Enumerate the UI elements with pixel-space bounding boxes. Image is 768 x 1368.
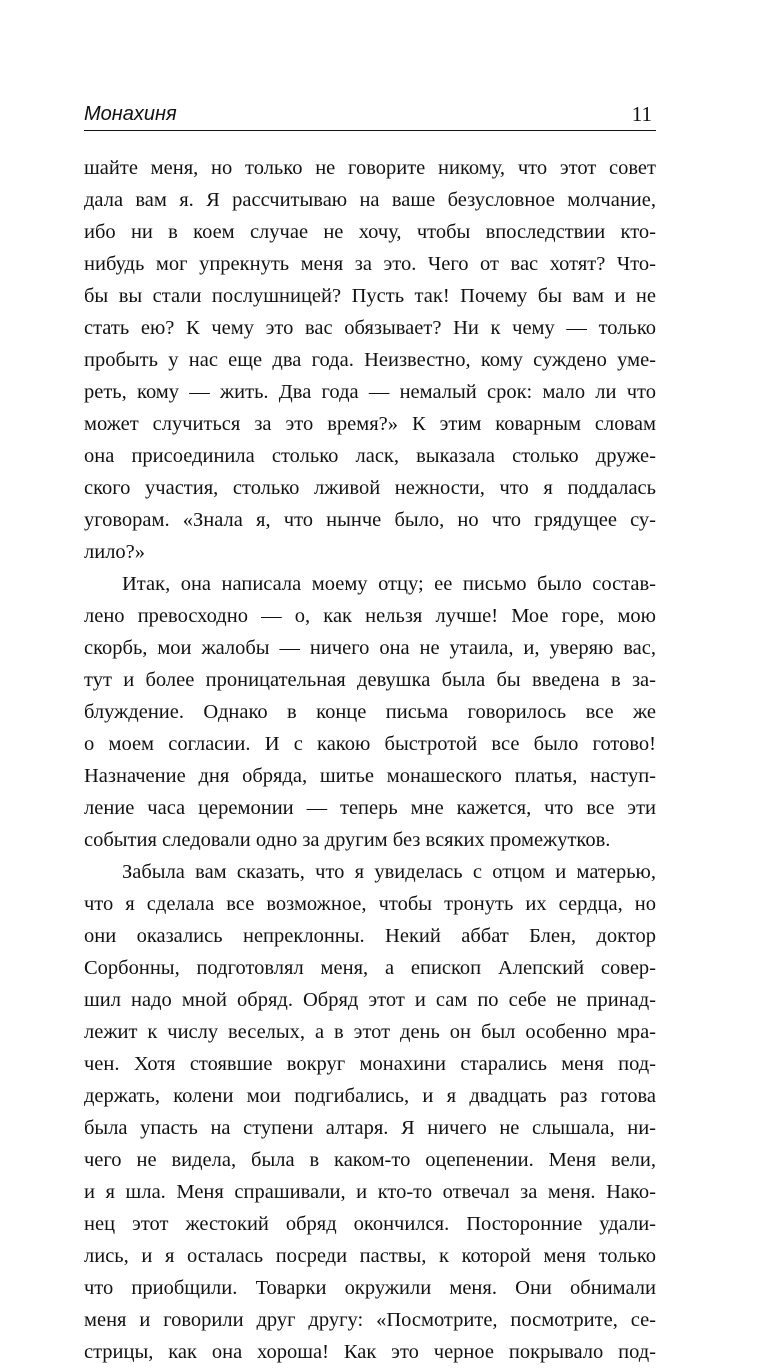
text-line: она присоединила столько ласк, выказала столько друже- — [84, 445, 656, 467]
paragraph — [84, 568, 656, 856]
text-line: стрицы, как она хороша! Как это черное покрывало под- — [84, 1341, 656, 1363]
text-line: ибо ни в коем случае не хочу, чтобы впоследствии кто- — [84, 221, 656, 243]
page-number: 11 — [631, 102, 652, 126]
text-line: может случиться за это время?» К этим коварным словам — [84, 413, 656, 435]
text-line: меня и говорили друг другу: «Посмотрите, посмотрите, се- — [84, 1309, 656, 1331]
text-line: тут и более проницательная девушка была бы введена в за- — [84, 669, 656, 691]
text-line: была упасть на ступени алтаря. Я ничего не слышала, ни- — [84, 1117, 656, 1139]
text-line: шил надо мной обряд. Обряд этот и сам по себе не принад- — [84, 989, 656, 1011]
text-line: Сорбонны, подготовлял меня, а епископ Алепский совер- — [84, 957, 656, 979]
text-line: ского участия, столько лживой нежности, что я поддалась — [84, 477, 656, 499]
text-line: ление часа церемонии — теперь мне кажется, что все эти — [84, 797, 656, 819]
text-line: что приобщили. Товарки окружили меня. Они обнимали — [84, 1277, 656, 1299]
text-line: о моем согласии. И с какою быстротой все было готово! — [84, 733, 656, 755]
body-text — [84, 152, 656, 1368]
running-header — [84, 100, 656, 131]
text-line: чен. Хотя стоявшие вокруг монахини старались меня под- — [84, 1053, 656, 1075]
text-line: Назначение дня обряда, шитье монашеского платья, наступ- — [84, 765, 656, 787]
text-line: держать, колени мои подгибались, и я двадцать раз готова — [84, 1085, 656, 1107]
paragraph — [84, 152, 656, 568]
text-line: Итак, она написала моему отцу; ее письмо было состав- — [122, 573, 656, 595]
text-line: они оказались непреклонны. Некий аббат Блен, доктор — [84, 925, 656, 947]
text-line: пробыть у нас еще два года. Неизвестно, кому суждено уме- — [84, 349, 656, 371]
text-line: бы вы стали послушницей? Пусть так! Почему бы вам и не — [84, 285, 656, 307]
text-line: шайте меня, но только не говорите никому, что этот совет — [84, 157, 656, 179]
book-title: Монахиня — [84, 103, 177, 125]
paragraph — [84, 856, 656, 1368]
text-line: дала вам я. Я рассчитываю на ваше безусловное молчание, — [84, 189, 656, 211]
text-line: стать ею? К чему это вас обязывает? Ни к чему — только — [84, 317, 656, 339]
text-line: лено превосходно — о, как нельзя лучше! Мое горе, мою — [84, 605, 656, 627]
text-line: нец этот жестокий обряд окончился. Посторонние удали- — [84, 1213, 656, 1235]
text-line: Забыла вам сказать, что я увиделась с отцом и матерью, — [122, 861, 656, 883]
text-line: что я сделала все возможное, чтобы тронуть их сердца, но — [84, 893, 656, 915]
text-line: события следовали одно за другим без всяких промежутков. — [84, 829, 611, 851]
text-line: скорбь, мои жалобы — ничего она не утаила, и, уверяю вас, — [84, 637, 656, 659]
text-line: блуждение. Однако в конце письма говорилось все же — [84, 701, 656, 723]
text-line: чего не видела, была в каком-то оцепенении. Меня вели, — [84, 1149, 656, 1171]
text-line: нибудь мог упрекнуть меня за это. Чего от вас хотят? Что- — [84, 253, 656, 275]
text-line: лило?» — [84, 541, 146, 563]
text-line: уговорам. «Знала я, что нынче было, но что грядущее су- — [84, 509, 656, 531]
text-line: лежит к числу веселых, а в этот день он был особенно мра- — [84, 1021, 656, 1043]
text-line: лись, и я осталась посреди паствы, к которой меня только — [84, 1245, 656, 1267]
text-line: и я шла. Меня спрашивали, и кто-то отвечал за меня. Нако- — [84, 1181, 656, 1203]
text-line: реть, кому — жить. Два года — немалый срок: мало ли что — [84, 381, 656, 403]
